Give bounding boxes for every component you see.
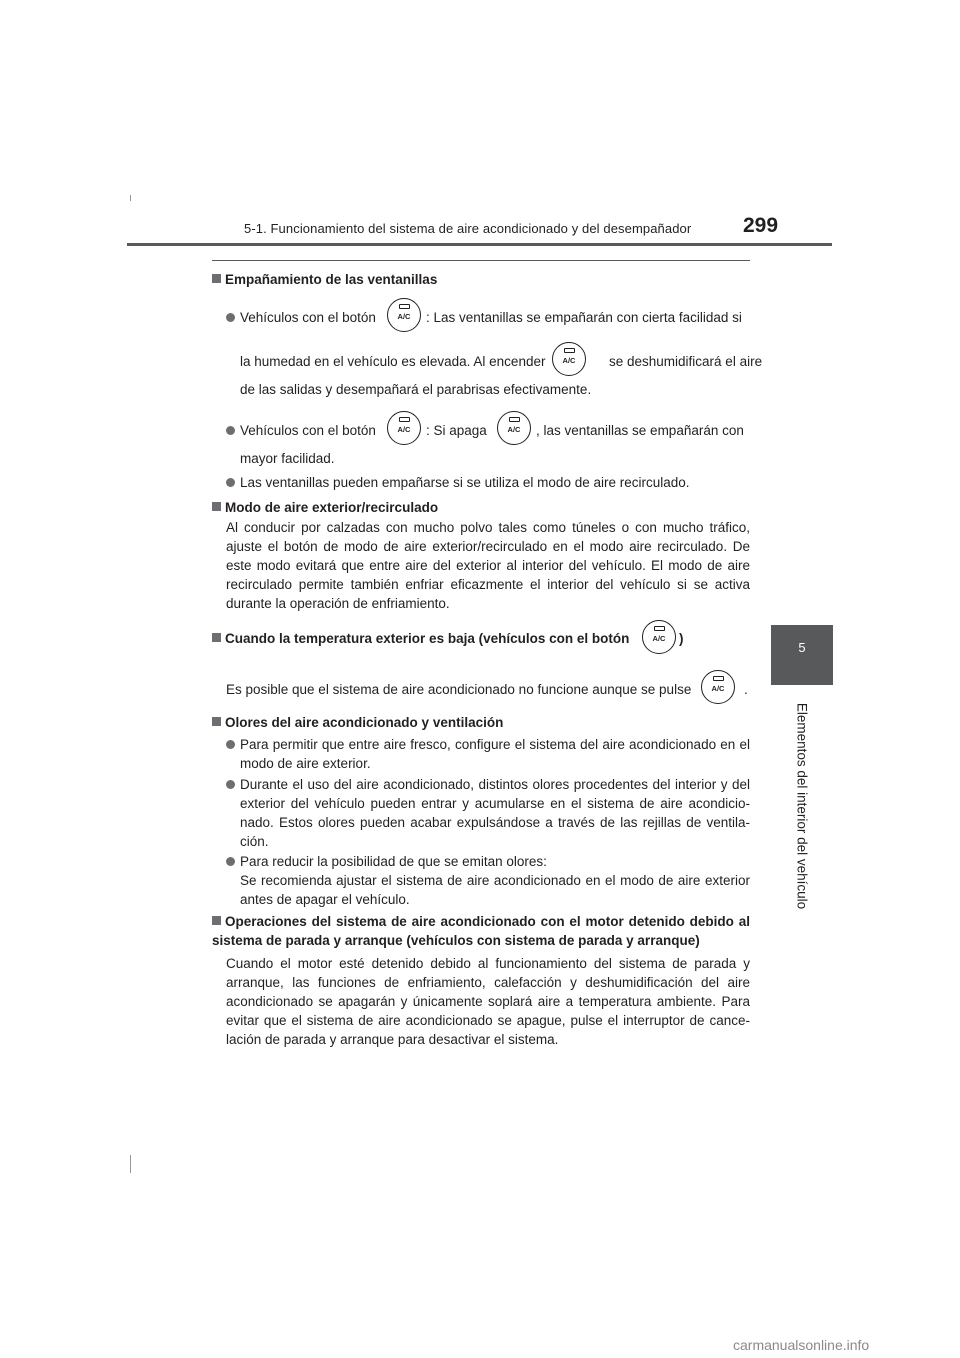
bullet-text: : Si apaga xyxy=(426,423,487,438)
ac-button-icon: A/C xyxy=(552,342,586,376)
section-heading: Cuando la temperatura exterior es baja (vehículos con el botón xyxy=(212,629,629,648)
section-heading: Empañamiento de las ventanillas xyxy=(212,270,437,289)
round-bullet-icon xyxy=(226,740,235,749)
bullet-text: de las salidas y desempañará el parabrisas efectivamente. xyxy=(240,382,592,397)
section-heading: Olores del aire acondicionado y ventilación xyxy=(212,713,503,732)
ac-button-icon: A/C xyxy=(387,411,421,445)
section-rule xyxy=(212,260,750,261)
bullet-text: se deshumidificará el aire xyxy=(609,354,763,369)
ac-button-icon: A/C xyxy=(701,670,735,704)
section-heading: Operaciones del sistema de aire acondicionado con el motor detenido debido al sistema de parada y arranque (vehículos con sistema de parada y arranque) xyxy=(212,914,750,948)
square-bullet-icon xyxy=(212,717,221,726)
page-number: 299 xyxy=(743,214,779,237)
bullet-text: Vehículos con el botón xyxy=(226,308,376,327)
bullet-item: Para reducir la posibilidad de que se emitan olores: Se recomienda ajustar el sistema de aire acondicionado en el modo de aire exterior antes de apagar el vehículo. xyxy=(226,852,750,909)
paragraph: Cuando el motor esté detenido debido al funcionamiento del sistema de parada y arranque, las funciones de enfriamiento, calefacción y deshumidificación del aire acondicionado se apagarán y únicamente soplará aire a temperatura ambiente. Para evitar que el sistema de aire acondicionado se apague, pulse el interruptor de cance-lación de parada y arranque para desactivar el sistema. xyxy=(226,956,750,1047)
round-bullet-icon xyxy=(226,857,235,866)
section-heading: Modo de aire exterior/recirculado xyxy=(212,498,438,517)
bullet-text: Vehículos con el botón xyxy=(226,421,376,440)
chapter-tab-number: 5 xyxy=(798,640,806,655)
round-bullet-icon xyxy=(226,426,235,435)
section-heading-end: ) xyxy=(679,631,684,646)
ac-button-icon: A/C xyxy=(387,298,421,332)
bullet-text: mayor facilidad. xyxy=(240,451,335,466)
crop-mark xyxy=(130,1155,131,1173)
bullet-item: Durante el uso del aire acondicionado, distintos olores procedentes del interior y del exterior del vehículo pueden entrar y acumularse en el sistema de aire acondicio-nado. Estos olores pueden acabar expulsándose a través de las rejillas de ventila-ción. xyxy=(226,775,750,851)
round-bullet-icon xyxy=(226,780,235,789)
header-rule xyxy=(127,243,832,246)
bullet-item: Para permitir que entre aire fresco, configure el sistema del aire acondicionado en el modo de aire exterior. xyxy=(226,735,750,773)
crop-mark xyxy=(130,195,131,201)
chapter-side-label: Elementos del interior del vehículo xyxy=(794,702,810,910)
square-bullet-icon xyxy=(212,633,221,642)
ac-button-icon: A/C xyxy=(497,411,531,445)
ac-button-icon: A/C xyxy=(642,620,676,654)
paragraph-end: . xyxy=(744,682,748,697)
bullet-text: : Las ventanillas se empañarán con cierta facilidad si xyxy=(426,310,742,325)
paragraph: Al conducir por calzadas con mucho polvo tales como túneles o con mucho tráfico, ajuste el botón de modo de aire exterior/recirculado en el modo aire recirculado. De este modo evitará que entre aire del exterior al interior del vehículo. El modo de aire recirculado permite también enfriar eficazmente el interior del vehículo si se activa durante la operación de enfriamiento. xyxy=(226,520,750,611)
watermark: carmanualsonline.info xyxy=(733,1337,870,1353)
square-bullet-icon xyxy=(212,274,221,283)
running-header: 5-1. Funcionamiento del sistema de aire acondicionado y del desempañador xyxy=(244,221,692,236)
bullet-text: la humedad en el vehículo es elevada. Al encender xyxy=(240,354,546,369)
round-bullet-icon xyxy=(226,478,235,487)
paragraph: Es posible que el sistema de aire acondicionado no funcione aunque se pulse xyxy=(226,682,692,697)
square-bullet-icon xyxy=(212,502,221,511)
bullet-text: , las ventanillas se empañarán con xyxy=(536,423,744,438)
bullet-text: Las ventanillas pueden empañarse si se utiliza el modo de aire recirculado. xyxy=(226,473,690,492)
round-bullet-icon xyxy=(226,313,235,322)
chapter-tab xyxy=(771,625,833,685)
square-bullet-icon xyxy=(212,916,221,925)
